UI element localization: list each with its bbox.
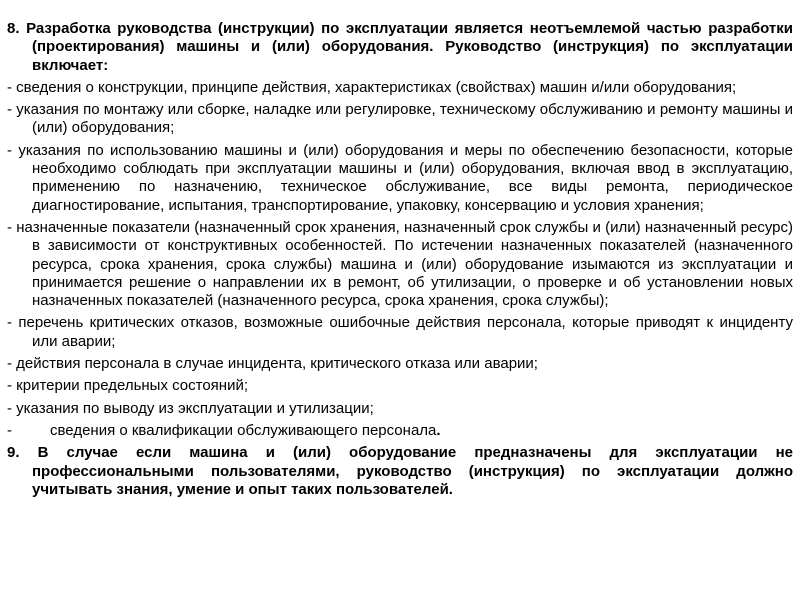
- list-item-construction-info: - сведения о конструкции, принципе действия, характеристиках (свойствах) машин и/или оборудования;: [7, 78, 737, 96]
- list-item-assigned-indicators: - назначенные показатели (назначенный срок хранения, назначенный срок службы и (или) назначенный ресурс) в зависимости от конструктивных особенностей. По истечении назначенных показателей (назначенного ресурса, срока хранения, срока службы) машина и (или) оборудование изымаются из эксплуатации и принимается решение о направлении их в ремонт, об утилизации, о проверке и об установлении новых назначенных показателей (назначенного ресурса, срока хранения, срока службы);: [7, 218, 793, 310]
- list-item-limit-states: - критерии предельных состояний;: [7, 377, 249, 395]
- list-item-assembly-instructions: - указания по монтажу или сборке, наладке или регулировке, техническому обслуживанию и ремонту машины и (или) оборудования;: [7, 101, 793, 137]
- list-item-usage-safety: - указания по использованию машины и (или) оборудования и меры по обеспечению безопасности, которые необходимо соблюдать при эксплуатации машины и (или) оборудования, включая ввод в эксплуатацию, применению по назначению, техническое обслуживание, все виды ремонта, периодическое диагностирование, испытания, транспортирование, упаковку, консервацию и условия хранения;: [7, 141, 793, 214]
- list-item-personnel-actions: - действия персонала в случае инцидента, критического отказа или аварии;: [7, 355, 538, 373]
- closing-paragraph: 9. В случае если машина и (или) оборудование предназначены для эксплуатации не профессиональными пользователями, руководство (инструкция) по эксплуатации должно учитывать знания, умение и опыт таких пользователей.: [7, 444, 793, 498]
- list-item-qualification: [7, 422, 793, 440]
- list-item-decommissioning: - указания по выводу из эксплуатации и утилизации;: [7, 399, 374, 417]
- document-page: [7, 20, 793, 503]
- list-dash: -: [7, 421, 12, 439]
- list-item-critical-failures: - перечень критических отказов, возможные ошибочные действия персонала, которые приводят к инциденту или аварии;: [7, 314, 793, 350]
- list-item-qualification-text: сведения о квалификации обслуживающего персонала: [50, 421, 437, 439]
- list-item-qualification-period: .: [436, 421, 441, 439]
- intro-paragraph: 8. Разработка руководства (инструкции) по эксплуатации является неотъемлемой частью разработки (проектирования) машины и (или) оборудования. Руководство (инструкция) по эксплуатации включает:: [7, 20, 793, 74]
